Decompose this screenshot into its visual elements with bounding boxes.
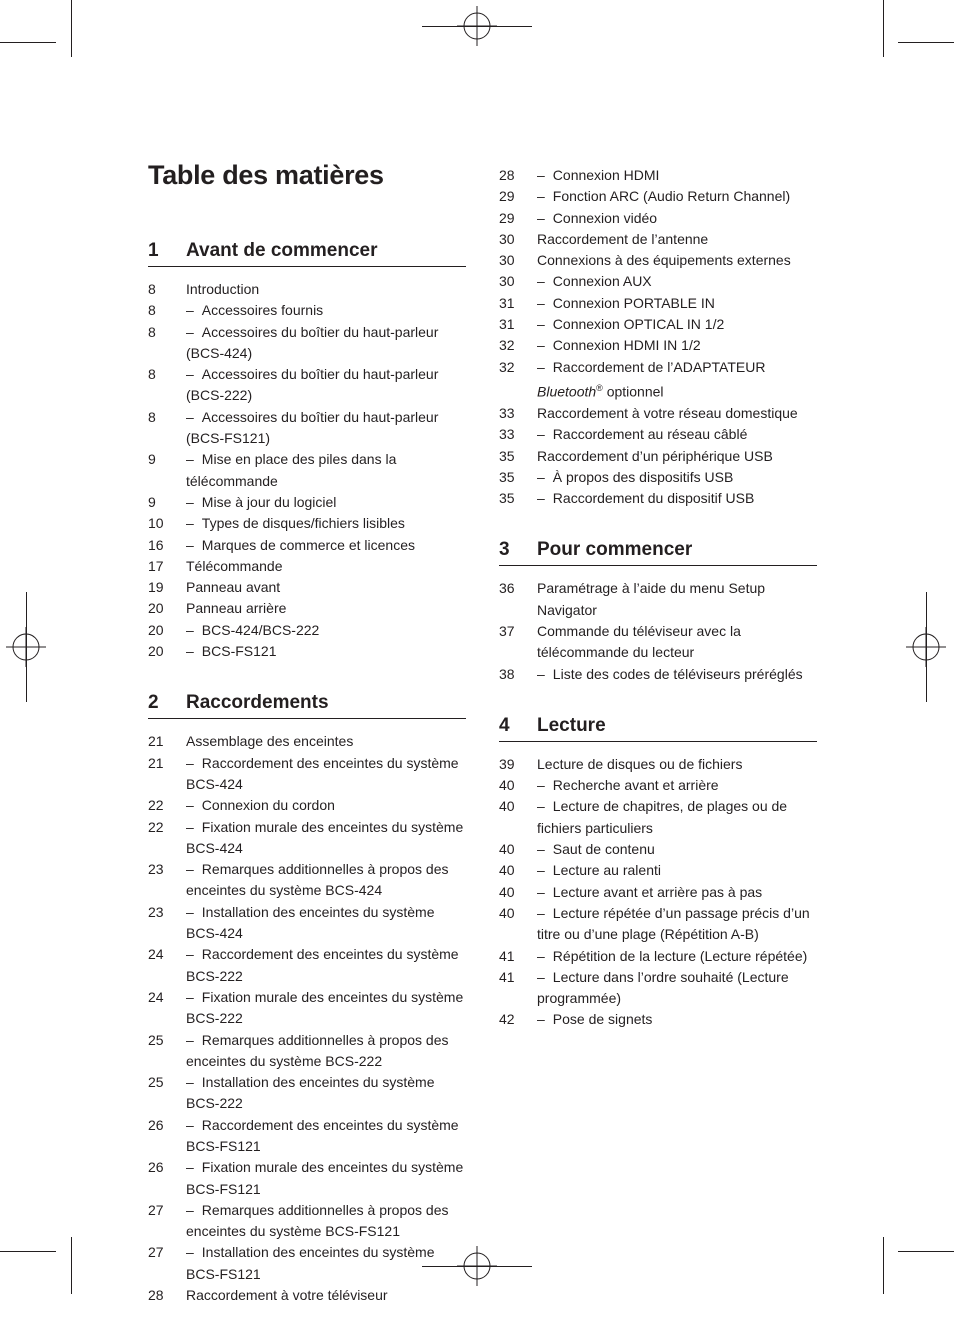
section-heading: [499, 715, 817, 742]
page-number: 41: [499, 968, 515, 985]
entry-text: – Types de disques/fichiers lisibles: [186, 515, 405, 532]
dash: –: [537, 490, 545, 507]
dash: –: [537, 316, 545, 333]
toc-entry: [148, 1285, 466, 1306]
page-number: 33: [499, 404, 515, 421]
page-number: 40: [499, 798, 515, 815]
entry-text: – Fixation murale des enceintes du système BCS-FS121: [186, 1159, 464, 1197]
page-number: 24: [148, 946, 164, 963]
page-number: 9: [148, 493, 156, 510]
dash: –: [537, 358, 545, 375]
page-number: 28: [148, 1287, 164, 1304]
page-number: 20: [148, 621, 164, 638]
toc-entry: [148, 1072, 466, 1115]
section-heading: [499, 539, 817, 566]
dash: –: [537, 167, 545, 183]
page-number: 35: [499, 468, 515, 485]
entry-text: – Répétition de la lecture (Lecture répétée): [537, 947, 808, 964]
page-number: 40: [499, 777, 515, 794]
dash: –: [186, 988, 194, 1005]
section-3: [499, 539, 817, 684]
page-number: 40: [499, 904, 515, 921]
toc-entry: [499, 903, 817, 946]
page-number: 30: [499, 230, 515, 247]
toc-entry: [148, 944, 466, 987]
dash: –: [537, 841, 545, 858]
dash: –: [186, 1074, 194, 1091]
entry-text: – Connexion OPTICAL IN 1/2: [537, 316, 725, 333]
toc-entry: [499, 839, 817, 860]
crop-mark: [71, 1237, 72, 1294]
toc-entry: [148, 987, 466, 1030]
crop-mark: [883, 1237, 884, 1294]
entry-text: Raccordement à votre téléviseur: [186, 1287, 388, 1304]
crop-mark: [0, 42, 56, 43]
entry-text: – Marques de commerce et licences: [186, 536, 415, 553]
page-number: 40: [499, 862, 515, 879]
toc-entry: [148, 817, 466, 860]
entry-text: – Connexion vidéo: [537, 209, 658, 226]
crop-mark: [883, 0, 884, 57]
entry-text: Raccordement d’un périphérique USB: [537, 447, 773, 464]
toc-entry: [148, 535, 466, 556]
page-number: 29: [499, 188, 515, 205]
entry-text: – Remarques additionnelles à propos des enceintes du système BCS-424: [186, 861, 449, 899]
page-number: 27: [148, 1244, 164, 1261]
toc-entry: [499, 488, 817, 509]
dash: –: [186, 643, 194, 660]
page-number: 31: [499, 316, 515, 333]
entry-text: – Installation des enceintes du système BCS-424: [186, 903, 435, 942]
toc-entry: [148, 902, 466, 945]
page-number: 22: [148, 797, 164, 814]
toc-entry: [499, 621, 817, 664]
page-number: 32: [499, 358, 515, 375]
dash: –: [186, 408, 194, 425]
page-number: 39: [499, 755, 515, 772]
section-number: 4: [499, 714, 510, 736]
dash: –: [537, 1011, 545, 1028]
toc-entry: [148, 795, 466, 816]
page-number: 21: [148, 733, 164, 750]
page-number: 17: [148, 557, 164, 574]
crop-mark: [26, 592, 27, 702]
toc-entry: [148, 1030, 466, 1073]
dash: –: [186, 818, 194, 835]
page-number: 41: [499, 947, 515, 964]
entry-text: – Fonction ARC (Audio Return Channel): [537, 188, 791, 205]
page-number: 25: [148, 1074, 164, 1091]
section-title: Pour commencer: [537, 539, 693, 561]
page-number: 31: [499, 294, 515, 311]
section-number: 1: [148, 240, 159, 261]
crop-mark: [898, 42, 954, 43]
dash: –: [186, 536, 194, 553]
toc-entry: [499, 357, 817, 403]
toc-entry: [499, 860, 817, 881]
dash: –: [186, 366, 194, 383]
page-number: 8: [148, 408, 156, 425]
toc-entry: [499, 967, 817, 1010]
entry-text: – Accessoires du boîtier du haut-parleur (BCS-FS121): [186, 408, 439, 447]
toc-entry: [499, 796, 817, 839]
dash: –: [537, 904, 545, 921]
entry-text: – Connexion du cordon: [186, 797, 335, 814]
entry-text: – Recherche avant et arrière: [537, 777, 719, 794]
entry-text: Panneau arrière: [186, 600, 287, 617]
dash: –: [537, 862, 545, 879]
toc-entry: [148, 598, 466, 619]
entry-text: – Mise à jour du logiciel: [186, 493, 337, 510]
toc-entry: [499, 664, 817, 685]
toc-entry: [148, 300, 466, 321]
toc-entry: [148, 407, 466, 450]
dash: –: [537, 337, 545, 354]
toc-entry: [148, 513, 466, 534]
page-number: 22: [148, 818, 164, 835]
entry-text: Introduction: [186, 281, 260, 297]
crop-mark: [898, 1251, 954, 1252]
dash: –: [537, 883, 545, 900]
section-title: Avant de commencer: [186, 240, 378, 261]
toc-entry: [499, 578, 817, 621]
dash: –: [186, 621, 194, 638]
page-number: 23: [148, 861, 164, 878]
toc-entry: [148, 641, 466, 662]
dash: –: [186, 946, 194, 963]
crop-mark: [422, 26, 532, 27]
toc-entry: [148, 859, 466, 902]
entry-text: – Fixation murale des enceintes du système BCS-424: [186, 818, 464, 856]
dash: –: [537, 294, 545, 311]
toc-entry: [499, 446, 817, 467]
entry-text: Lecture de disques ou de fichiers: [537, 755, 743, 772]
toc-entry: [499, 1009, 817, 1030]
toc-entry: [148, 279, 466, 300]
toc-entry: [499, 271, 817, 292]
entry-text: – À propos des dispositifs USB: [537, 468, 734, 485]
dash: –: [186, 754, 194, 771]
toc-entry: [148, 364, 466, 407]
page-number: 21: [148, 754, 164, 771]
entry-text: – Accessoires du boîtier du haut-parleur (BCS-222): [186, 366, 439, 404]
entry-text: Raccordement à votre réseau domestique: [537, 404, 798, 421]
section-2: [148, 692, 466, 1306]
entry-text: Connexions à des équipements externes: [537, 252, 791, 269]
page-number: 40: [499, 841, 515, 858]
entry-text: – Raccordement des enceintes du système BCS-222: [186, 946, 459, 984]
toc-entry: [148, 1157, 466, 1200]
entry-text: – Installation des enceintes du système BCS-222: [186, 1074, 435, 1112]
entry-text: – Remarques additionnelles à propos des enceintes du système BCS-FS121: [186, 1201, 449, 1240]
page-number: 37: [499, 623, 515, 639]
entry-text: Paramétrage à l’aide du menu Setup Navigator: [537, 580, 766, 618]
page-number: 30: [499, 273, 515, 290]
dash: –: [186, 1201, 194, 1218]
dash: –: [537, 273, 545, 290]
entry-text: – BCS-424/BCS-222: [186, 621, 320, 638]
entry-text: – Raccordement au réseau câblé: [537, 426, 748, 443]
page-number: 27: [148, 1201, 164, 1218]
toc-entry: [499, 882, 817, 903]
toc-entry: [148, 449, 466, 492]
dash: –: [537, 209, 545, 226]
entry-text: – Liste des codes de téléviseurs préréglés: [537, 665, 803, 682]
entry-text: Commande du téléviseur avec la télécommande du lecteur: [537, 623, 741, 661]
registered-mark: ®: [596, 382, 603, 393]
entry-text: – Fixation murale des enceintes du système BCS-222: [186, 988, 464, 1027]
entry-text: Panneau avant: [186, 579, 281, 596]
toc-entry: [499, 754, 817, 775]
entry-text: – Mise en place des piles dans la télécommande: [186, 451, 397, 489]
entry-text: Raccordement de l’antenne: [537, 230, 709, 247]
entry-text: – Raccordement des enceintes du système BCS-424: [186, 754, 459, 792]
section-heading: [148, 240, 466, 267]
entry-text: – Raccordement de l’ADAPTATEUR Bluetooth® optionnel: [537, 358, 766, 400]
toc-entry: [499, 335, 817, 356]
page-number: 33: [499, 426, 515, 443]
toc-entry: [499, 424, 817, 445]
toc-entry: [499, 946, 817, 967]
page-number: 8: [148, 366, 156, 383]
toc-entry: [148, 556, 466, 577]
entry-text: – Installation des enceintes du système BCS-FS121: [186, 1244, 435, 1282]
toc-entry: [148, 1242, 466, 1285]
page-title: Table des matières: [148, 160, 384, 190]
dash: –: [186, 1116, 194, 1133]
crop-mark: [0, 1251, 56, 1252]
entry-text: – Connexion HDMI: [537, 167, 660, 183]
page-number: 40: [499, 883, 515, 900]
entry-text: – Raccordement des enceintes du système BCS-FS121: [186, 1116, 459, 1154]
page-number: 10: [148, 515, 164, 532]
toc-entry: [148, 620, 466, 641]
section-number: 3: [499, 539, 510, 561]
section-1: [148, 240, 466, 662]
dash: –: [186, 302, 194, 319]
dash: –: [537, 968, 545, 985]
dash: –: [186, 451, 194, 468]
crop-mark: [926, 592, 927, 702]
page-number: 28: [499, 167, 515, 183]
section-2-continued: [499, 165, 817, 509]
toc-entry: [499, 250, 817, 271]
toc-entry: [499, 229, 817, 250]
dash: –: [537, 798, 545, 815]
toc-entry: [499, 314, 817, 335]
page-number: 20: [148, 643, 164, 660]
section-title: Raccordements: [186, 692, 329, 714]
dash: –: [537, 947, 545, 964]
entry-text: – Saut de contenu: [537, 841, 655, 858]
section-4: [499, 715, 817, 1031]
entry-text: Télécommande: [186, 557, 283, 574]
entry-text: – Connexion AUX: [537, 273, 652, 290]
page-number: 23: [148, 903, 164, 920]
dash: –: [537, 468, 545, 485]
crop-mark: [71, 0, 72, 57]
entry-text: – Remarques additionnelles à propos des enceintes du système BCS-222: [186, 1031, 449, 1069]
dash: –: [186, 1159, 194, 1176]
dash: –: [186, 1244, 194, 1261]
entry-text: – Lecture de chapitres, de plages ou de fichiers particuliers: [537, 798, 788, 836]
page-number: 32: [499, 337, 515, 354]
dash: –: [186, 861, 194, 878]
entry-text: – Lecture répétée d’un passage précis d’un titre ou d’une plage (Répétition A-B): [537, 904, 810, 943]
toc-entry: [148, 322, 466, 365]
entry-text: – Connexion HDMI IN 1/2: [537, 337, 701, 354]
toc-entry: [148, 492, 466, 513]
page-number: 26: [148, 1116, 164, 1133]
page-number: 19: [148, 579, 164, 596]
toc-entry: [499, 165, 817, 186]
toc-entry: [148, 753, 466, 796]
section-heading: [148, 692, 466, 719]
dash: –: [537, 188, 545, 205]
dash: –: [537, 777, 545, 794]
dash: –: [537, 665, 545, 682]
page-number: 26: [148, 1159, 164, 1176]
page-number: 42: [499, 1011, 515, 1028]
toc-entry: [148, 577, 466, 598]
entry-text: – BCS-FS121: [186, 643, 277, 660]
page-number: 20: [148, 600, 164, 617]
toc-column-left: [148, 240, 466, 1336]
section-title: Lecture: [537, 714, 606, 736]
toc-entry: [499, 293, 817, 314]
page-number: 9: [148, 451, 156, 468]
toc-entry: [499, 403, 817, 424]
entry-text: – Lecture avant et arrière pas à pas: [537, 883, 763, 900]
toc-entry: [499, 208, 817, 229]
dash: –: [186, 515, 194, 532]
dash: –: [186, 1031, 194, 1048]
toc-entry: [499, 467, 817, 488]
dash: –: [186, 903, 194, 920]
dash: –: [186, 493, 194, 510]
entry-text: – Raccordement du dispositif USB: [537, 490, 755, 507]
toc-entry: [148, 1200, 466, 1243]
page-number: 29: [499, 209, 515, 226]
page-number: 8: [148, 323, 156, 340]
section-number: 2: [148, 692, 159, 714]
entry-text: – Accessoires fournis: [186, 302, 324, 319]
toc-entry: [148, 1115, 466, 1158]
dash: –: [537, 426, 545, 443]
entry-text: – Lecture dans l’ordre souhaité (Lecture programmée): [537, 968, 789, 1007]
page-number: 30: [499, 252, 515, 269]
dash: –: [186, 797, 194, 814]
toc-entry: [499, 775, 817, 796]
toc-entry: [499, 186, 817, 207]
entry-text: Assemblage des enceintes: [186, 733, 354, 750]
page-number: 8: [148, 281, 156, 297]
page-number: 35: [499, 490, 515, 507]
page-number: 8: [148, 302, 156, 319]
entry-text: – Accessoires du boîtier du haut-parleur (BCS-424): [186, 323, 439, 361]
page-number: 35: [499, 447, 515, 464]
page-number: 36: [499, 580, 515, 597]
entry-text: – Lecture au ralenti: [537, 862, 661, 879]
page-number: 25: [148, 1031, 164, 1048]
page-number: 24: [148, 988, 164, 1005]
entry-text: – Pose de signets: [537, 1011, 653, 1028]
entry-text: – Connexion PORTABLE IN: [537, 294, 715, 311]
toc-column-right: [499, 165, 817, 1061]
italic-text: Bluetooth: [537, 383, 597, 400]
page-number: 38: [499, 665, 515, 682]
dash: –: [186, 323, 194, 340]
toc-entry: [148, 731, 466, 752]
page-number: 16: [148, 536, 164, 553]
